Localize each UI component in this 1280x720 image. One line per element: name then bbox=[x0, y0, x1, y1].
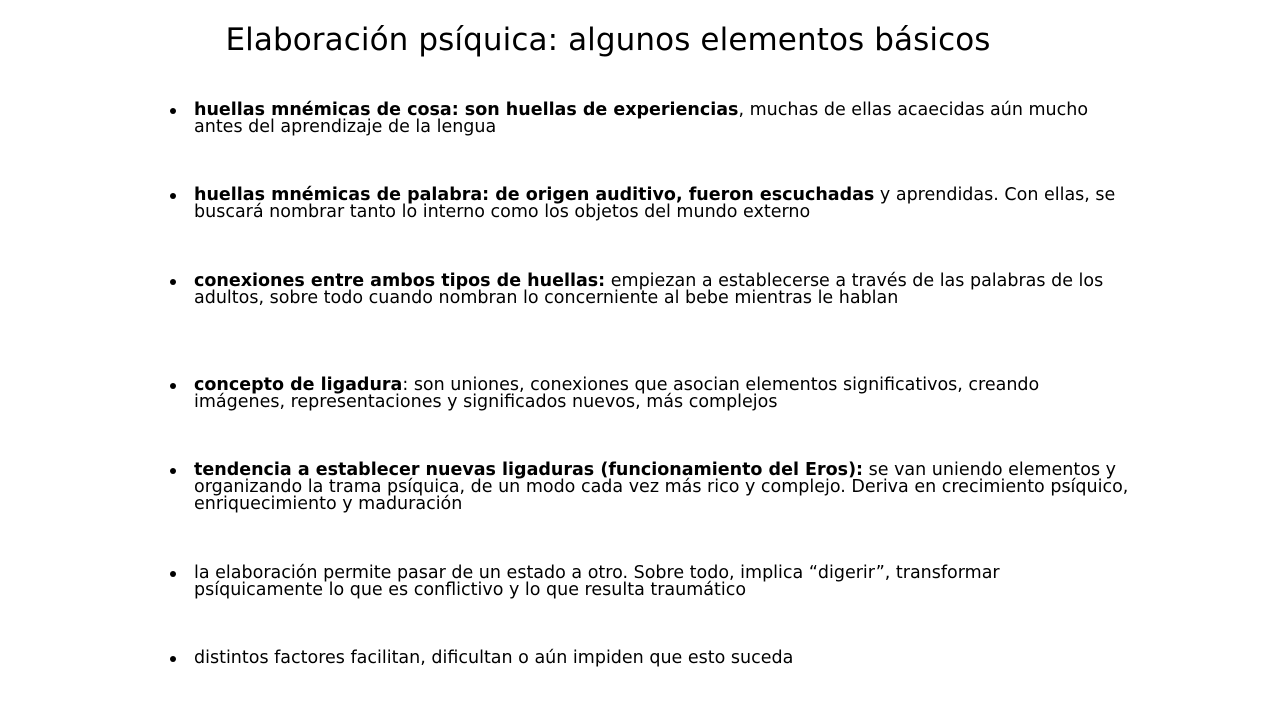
bullet-text bbox=[194, 377, 1130, 411]
bullet-text bbox=[194, 273, 1130, 307]
bullet-item bbox=[170, 102, 1130, 136]
bullet-item bbox=[170, 273, 1130, 307]
bullet-text bbox=[194, 187, 1130, 221]
bullet-text bbox=[194, 102, 1130, 136]
bullet-lead: tendencia a establecer nuevas ligaduras (funcionamiento del Eros): bbox=[194, 460, 864, 480]
bullet-body: distintos factores facilitan, dificultan o aún impiden que esto suceda bbox=[194, 648, 794, 668]
bullet-item bbox=[170, 650, 1130, 667]
bullet-icon bbox=[170, 279, 176, 285]
bullet-lead: huellas mnémicas de cosa: son huellas de experiencias bbox=[194, 100, 739, 120]
bullet-icon bbox=[170, 383, 176, 389]
bullet-body: se van uniendo elementos y organizando la trama psíquica, de un modo cada vez más rico y complejo. Deriva en crecimiento psíquico, enriquecimiento y maduración bbox=[194, 460, 1129, 514]
bullet-body: y aprendidas. Con ellas, se buscará nombrar tanto lo interno como los objetos del mundo externo bbox=[194, 185, 1116, 222]
bullet-lead: huellas mnémicas de palabra: de origen auditivo, fueron escuchadas bbox=[194, 185, 875, 205]
bullet-icon bbox=[170, 108, 176, 114]
bullet-lead: conexiones entre ambos tipos de huellas: bbox=[194, 271, 606, 291]
bullet-item bbox=[170, 377, 1130, 411]
bullet-icon bbox=[170, 656, 176, 662]
bullet-body: empiezan a establecerse a través de las palabras de los adultos, sobre todo cuando nombran lo concerniente al bebe mientras le hablan bbox=[194, 271, 1104, 308]
bullet-icon bbox=[170, 468, 176, 474]
bullet-text bbox=[194, 565, 1130, 599]
bullet-lead: concepto de ligadura bbox=[194, 375, 403, 395]
bullet-item bbox=[170, 187, 1130, 221]
bullet-body: la elaboración permite pasar de un estado a otro. Sobre todo, implica “digerir”, transformar psíquicamente lo que es conflictivo y lo que resulta traumático bbox=[194, 563, 1000, 600]
bullet-body: : son uniones, conexiones que asocian elementos significativos, creando imágenes, representaciones y significados nuevos, más complejos bbox=[194, 375, 1040, 412]
bullet-icon bbox=[170, 571, 176, 577]
bullet-item bbox=[170, 462, 1130, 513]
bullet-icon bbox=[170, 193, 176, 199]
bullet-text bbox=[194, 650, 1130, 667]
slide-title: Elaboración psíquica: algunos elementos básicos bbox=[225, 22, 991, 58]
bullet-body: , muchas de ellas acaecidas aún mucho antes del aprendizaje de la lengua bbox=[194, 100, 1089, 137]
bullet-item bbox=[170, 565, 1130, 599]
bullet-text bbox=[194, 462, 1130, 513]
